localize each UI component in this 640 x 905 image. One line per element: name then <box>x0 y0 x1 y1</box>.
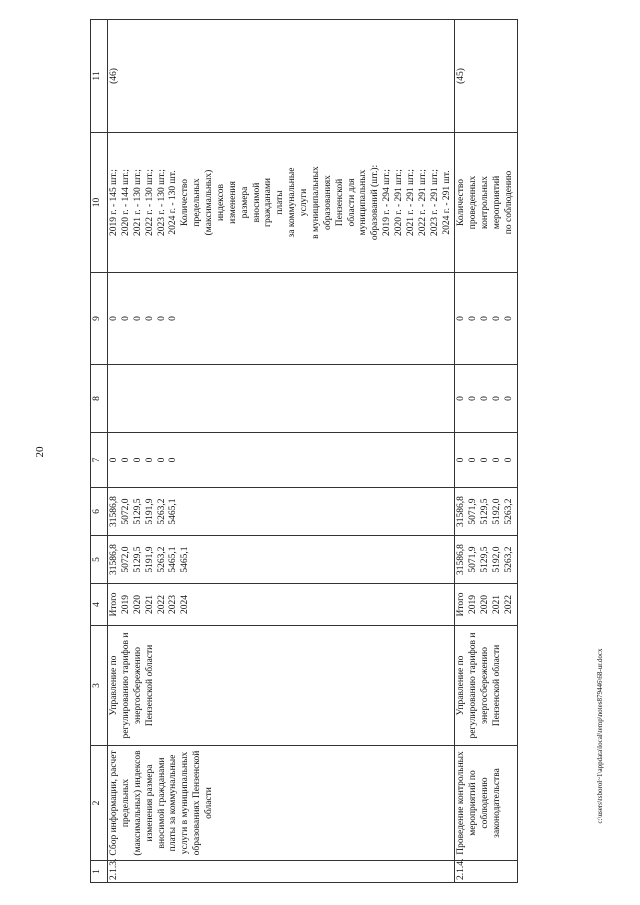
cell-line: 2021 г. - 291 шт.; <box>405 169 416 236</box>
cell-line: в муниципальных <box>310 166 321 239</box>
cell-line: 0 <box>156 316 167 321</box>
cell-line: образованиях <box>322 175 333 230</box>
table-body <box>108 20 518 883</box>
cell-line: 31586,8 <box>109 544 119 575</box>
cell-line: 2020 <box>132 595 143 614</box>
cell-line: контрольных <box>480 176 491 229</box>
cell-line: 2020 г. - 291 шт.; <box>394 169 404 236</box>
cell-line: муниципальных <box>358 169 369 236</box>
rotated-table-wrapper <box>90 20 615 883</box>
cell-line: мероприятий <box>492 175 502 230</box>
cell-line: 2019 <box>120 595 131 614</box>
cell-line: 5192,0 <box>492 498 502 525</box>
cell-line: 0 <box>456 316 467 321</box>
cell-line: образований (шт.): <box>370 164 381 241</box>
col6-values-cell <box>108 488 455 536</box>
indicator-ref-cell <box>455 20 517 133</box>
indicator-cell <box>455 133 517 273</box>
col7-values-cell <box>108 433 455 488</box>
cell-line: 0 <box>109 457 119 463</box>
cell-line: 5071,9 <box>468 498 479 525</box>
activity-name-cell-text: Проведение контрольных мероприятий по соблюдению законодательства <box>456 751 502 855</box>
years-cell <box>108 584 455 626</box>
cell-line: 2019 г. - 145 шт.; <box>109 169 119 236</box>
cell-line: 2022 <box>156 595 167 614</box>
col-header-8: 8 <box>91 365 108 433</box>
cell-line: 0 <box>503 396 514 401</box>
cell-line: индексов <box>215 183 226 222</box>
cell-line: 2022 г. - 130 шт.; <box>144 169 155 236</box>
cell-line: 0 <box>503 457 514 463</box>
cell-line: 2021 <box>492 595 502 614</box>
executor-cell-text: Управление по регулированию тарифов и энергосбережению Пензенской области <box>109 632 155 739</box>
row-number-cell-text: 2.1.4. <box>456 858 467 880</box>
executor-cell <box>108 626 455 746</box>
cell-line: 5465,1 <box>180 546 191 573</box>
cell-line: 5191,9 <box>144 498 155 525</box>
cell-line: 0 <box>132 457 143 463</box>
program-activities-table <box>90 19 518 883</box>
cell-line: 2023 г. - 291 шт.; <box>429 169 440 236</box>
cell-line: предельных <box>192 178 203 227</box>
cell-line: Количество <box>180 178 191 227</box>
col8-values-cell <box>108 365 455 433</box>
cell-line: гражданами <box>263 178 274 227</box>
cell-line: 0 <box>492 316 502 321</box>
cell-line: Итого <box>109 592 119 617</box>
col5-values-cell <box>108 536 455 584</box>
cell-line: 0 <box>480 396 491 401</box>
table-row <box>455 20 517 883</box>
cell-line: 0 <box>144 316 155 321</box>
cell-line: изменения <box>227 181 238 224</box>
col9-values-cell <box>108 273 455 365</box>
cell-line: 0 <box>168 457 179 463</box>
col-header-11: 11 <box>91 20 108 133</box>
cell-line: 5129,5 <box>480 546 491 573</box>
col-header-6: 6 <box>91 488 108 536</box>
cell-line: 0 <box>456 396 467 401</box>
cell-line: 2024 <box>180 595 191 614</box>
cell-line: за коммунальные <box>287 167 298 238</box>
activity-name-cell-text: Сбор информации, расчет предельных (максимальных) индексов изменения размера вносимой гражданами платы за коммунальные услуги в муниципальных образованиях Пензенской области <box>109 750 214 856</box>
cell-line: 0 <box>109 316 119 321</box>
cell-line: 0 <box>480 457 491 463</box>
cell-line: 31586,8 <box>109 496 119 527</box>
cell-line: 31586,8 <box>456 496 467 527</box>
cell-line: Итого <box>456 592 467 617</box>
activity-name-cell <box>108 746 455 861</box>
cell-line: проведенных <box>468 175 479 230</box>
table-row <box>108 20 455 883</box>
cell-line: 5263,2 <box>503 498 514 525</box>
col-header-9: 9 <box>91 273 108 365</box>
cell-line: Пензенской <box>334 178 345 227</box>
cell-line: 2019 <box>468 595 479 614</box>
indicator-cell <box>108 133 455 273</box>
cell-line: 2022 г. - 291 шт.; <box>417 169 428 236</box>
col7-values-cell <box>455 433 517 488</box>
cell-line: 5263,2 <box>503 546 514 573</box>
col-header-4: 4 <box>91 584 108 626</box>
executor-cell <box>455 626 517 746</box>
col8-values-cell <box>455 365 517 433</box>
page-number: 20 <box>34 446 46 458</box>
cell-line: 5263,2 <box>156 498 167 525</box>
footer-file-path: c:\users\tsborol~1\appdata\local\temp\notes879446\68-ur.docx <box>596 648 604 824</box>
cell-line: 0 <box>132 316 143 321</box>
cell-line: 5191,9 <box>144 546 155 573</box>
cell-line: 0 <box>156 457 167 463</box>
col-header-1: 1 <box>91 861 108 883</box>
cell-line: 0 <box>492 396 502 401</box>
cell-line: 0 <box>468 457 479 463</box>
cell-line: 2023 <box>168 595 179 614</box>
cell-line: 2020 г. - 144 шт.; <box>120 169 131 236</box>
cell-line: 0 <box>468 316 479 321</box>
cell-line: 2022 <box>503 595 514 614</box>
cell-line: 0 <box>168 316 179 321</box>
years-cell <box>455 584 517 626</box>
col-header-5: 5 <box>91 536 108 584</box>
cell-line: 2023 г. - 130 шт.; <box>156 169 167 236</box>
col-header-7: 7 <box>91 433 108 488</box>
row-number-cell <box>108 858 455 883</box>
cell-line: 2021 г. - 130 шт.; <box>132 169 143 236</box>
cell-line: 2021 <box>144 595 155 614</box>
cell-line: 0 <box>120 457 131 463</box>
cell-line: 5465,1 <box>168 546 179 573</box>
cell-line: 5072,0 <box>120 498 131 525</box>
cell-line: 2019 г. - 294 шт.; <box>382 169 393 236</box>
column-number-row <box>91 20 108 883</box>
cell-line: 0 <box>492 457 502 463</box>
indicator-ref-cell <box>108 20 455 133</box>
cell-line: 0 <box>503 316 514 321</box>
indicator-ref-cell-text: (45) <box>456 68 467 84</box>
cell-line: 31586,8 <box>456 544 467 575</box>
col-header-3: 3 <box>91 626 108 746</box>
cell-line: по соблюдению <box>503 170 514 235</box>
cell-line: 5129,5 <box>132 498 143 525</box>
cell-line: 5192,0 <box>492 546 502 573</box>
activity-name-cell <box>455 746 517 861</box>
cell-line: услуги <box>299 188 309 217</box>
cell-line: платы <box>275 190 286 215</box>
row-number-cell <box>455 858 517 883</box>
cell-line: 5071,9 <box>468 546 479 573</box>
cell-line: 5263,2 <box>156 546 167 573</box>
cell-line: 5129,5 <box>480 498 491 525</box>
col6-values-cell <box>455 488 517 536</box>
cell-line: размера <box>239 186 250 219</box>
cell-line: вносимой <box>251 182 262 223</box>
cell-line: 0 <box>468 396 479 401</box>
col-header-10: 10 <box>91 133 108 273</box>
cell-line: 0 <box>144 457 155 463</box>
cell-line: области для <box>346 178 357 227</box>
cell-line: 2024 г. - 130 шт. <box>168 170 179 235</box>
row-number-cell-text: 2.1.3. <box>109 858 119 880</box>
executor-cell-text: Управление по регулированию тарифов и энергосбережению Пензенской области <box>456 632 502 739</box>
cell-line: 0 <box>480 316 491 321</box>
cell-line: 0 <box>456 457 467 463</box>
cell-line: 2024 г. - 291 шт. <box>441 170 452 235</box>
cell-line: 5465,1 <box>168 498 179 525</box>
cell-line: Количество <box>456 178 467 227</box>
indicator-ref-cell-text: (46) <box>109 68 119 84</box>
cell-line: 5072,0 <box>120 546 131 573</box>
col5-values-cell <box>455 536 517 584</box>
cell-line: 2020 <box>480 595 491 614</box>
col-header-2: 2 <box>91 746 108 861</box>
col9-values-cell <box>455 273 517 365</box>
cell-line: 0 <box>120 316 131 321</box>
cell-line: (максимальных) <box>204 169 214 236</box>
cell-line: 5129,5 <box>132 546 143 573</box>
